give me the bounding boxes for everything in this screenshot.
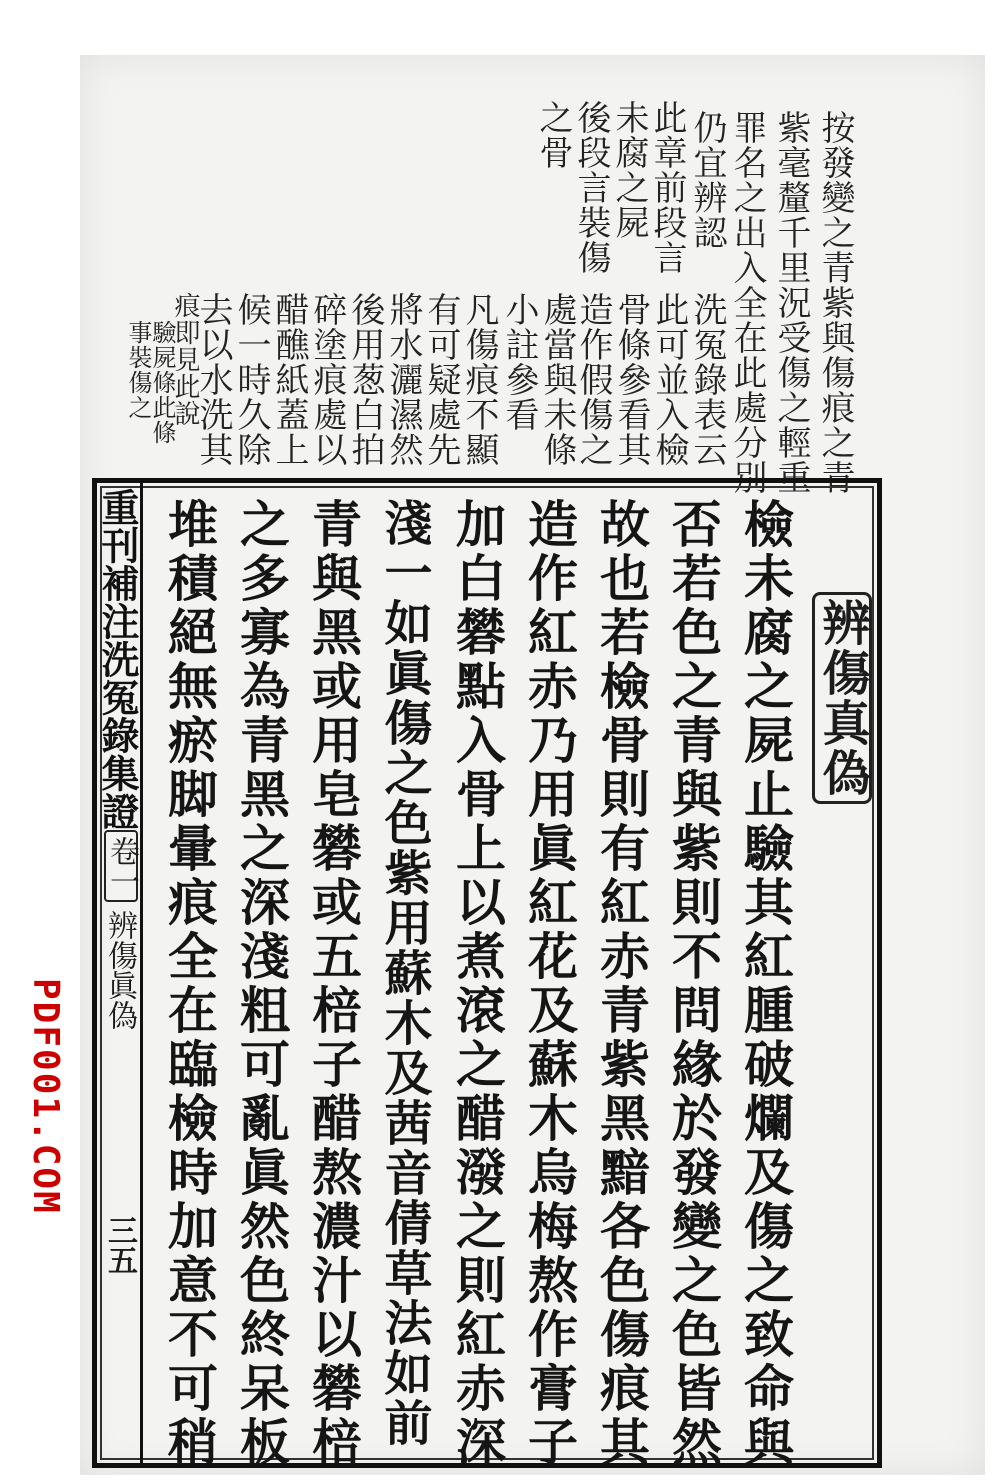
main-text-column: 檢未腐之屍止驗其紅腫破爛及傷之致命與 bbox=[736, 498, 795, 1470]
commentary-line: 痕即見此說 bbox=[170, 292, 200, 427]
main-text-column: 青與黑或用皂礬或五棓子醋熬濃汁以礬棓 bbox=[304, 498, 363, 1470]
section-heading: 辨傷真偽 bbox=[814, 598, 870, 798]
commentary-line: 事裝傷之 bbox=[124, 320, 152, 420]
main-text-column: 故也若檢骨則有紅赤青紫黑黯各色傷痕其 bbox=[592, 498, 651, 1470]
commentary-line: 後段言裝傷 bbox=[571, 100, 611, 275]
section-label: 辨傷眞偽 bbox=[102, 910, 137, 1030]
volume-label: 卷一 bbox=[104, 830, 138, 902]
commentary-line: 處當與未條 bbox=[537, 292, 577, 467]
main-text-column: 造作紅赤乃用眞紅花及蘇木烏梅熬作膏子 bbox=[520, 498, 579, 1470]
main-text-column: 否若色之青與紫則不問緣於發變之色皆然 bbox=[664, 498, 723, 1470]
commentary-line: 此章前段言 bbox=[647, 100, 687, 275]
section-heading-box bbox=[812, 592, 872, 804]
commentary-line: 仍宜辨認 bbox=[687, 110, 727, 250]
commentary-line: 去以水洗其 bbox=[193, 292, 233, 467]
commentary-line: 紫毫釐千里況受傷之輕重 bbox=[771, 110, 811, 495]
commentary-line: 小註參看 bbox=[499, 292, 539, 432]
commentary-line: 醋醮紙蓋上 bbox=[269, 292, 309, 467]
book-title: 重刊補注洗冤錄集證 bbox=[95, 488, 140, 830]
commentary-line: 未腐之屍 bbox=[609, 100, 649, 240]
main-text-column: 加白礬點入骨上以煮滾之醋潑之則紅赤深 bbox=[448, 498, 507, 1470]
commentary-line: 候一時久除 bbox=[231, 292, 271, 467]
commentary-line: 後用葱白拍 bbox=[345, 292, 385, 467]
page-number: 三五 bbox=[102, 1215, 137, 1275]
gutter-divider bbox=[140, 478, 143, 1468]
watermark-text: PDF001.COM bbox=[25, 978, 66, 1215]
main-text-column: 淺一如眞傷之色紫用蘇木及茜音倩草法如前 bbox=[376, 498, 432, 1448]
commentary-line: 罪名之出入全在此處分別 bbox=[727, 110, 767, 495]
commentary-line: 骨條參看其 bbox=[611, 292, 651, 467]
commentary-line: 洗冤錄表云 bbox=[687, 292, 727, 467]
commentary-line: 驗屍條此條 bbox=[148, 320, 176, 445]
commentary-line: 將水灑濕然 bbox=[383, 292, 423, 467]
commentary-line: 碎塗痕處以 bbox=[307, 292, 347, 467]
commentary-line: 此可並入檢 bbox=[649, 292, 689, 467]
main-text-column: 堆積絕無瘀脚暈痕全在臨檢時加意不可稍 bbox=[160, 498, 219, 1470]
commentary-line: 凡傷痕不顯 bbox=[459, 292, 499, 467]
commentary-line: 造作假傷之 bbox=[573, 292, 613, 467]
commentary-line: 有可疑處先 bbox=[421, 292, 461, 467]
main-text-column: 之多寡為青黑之深淺粗可亂眞然色終呆板 bbox=[232, 498, 291, 1470]
commentary-line: 之骨 bbox=[533, 100, 573, 170]
commentary-line: 按發變之青紫與傷痕之青 bbox=[815, 110, 855, 495]
